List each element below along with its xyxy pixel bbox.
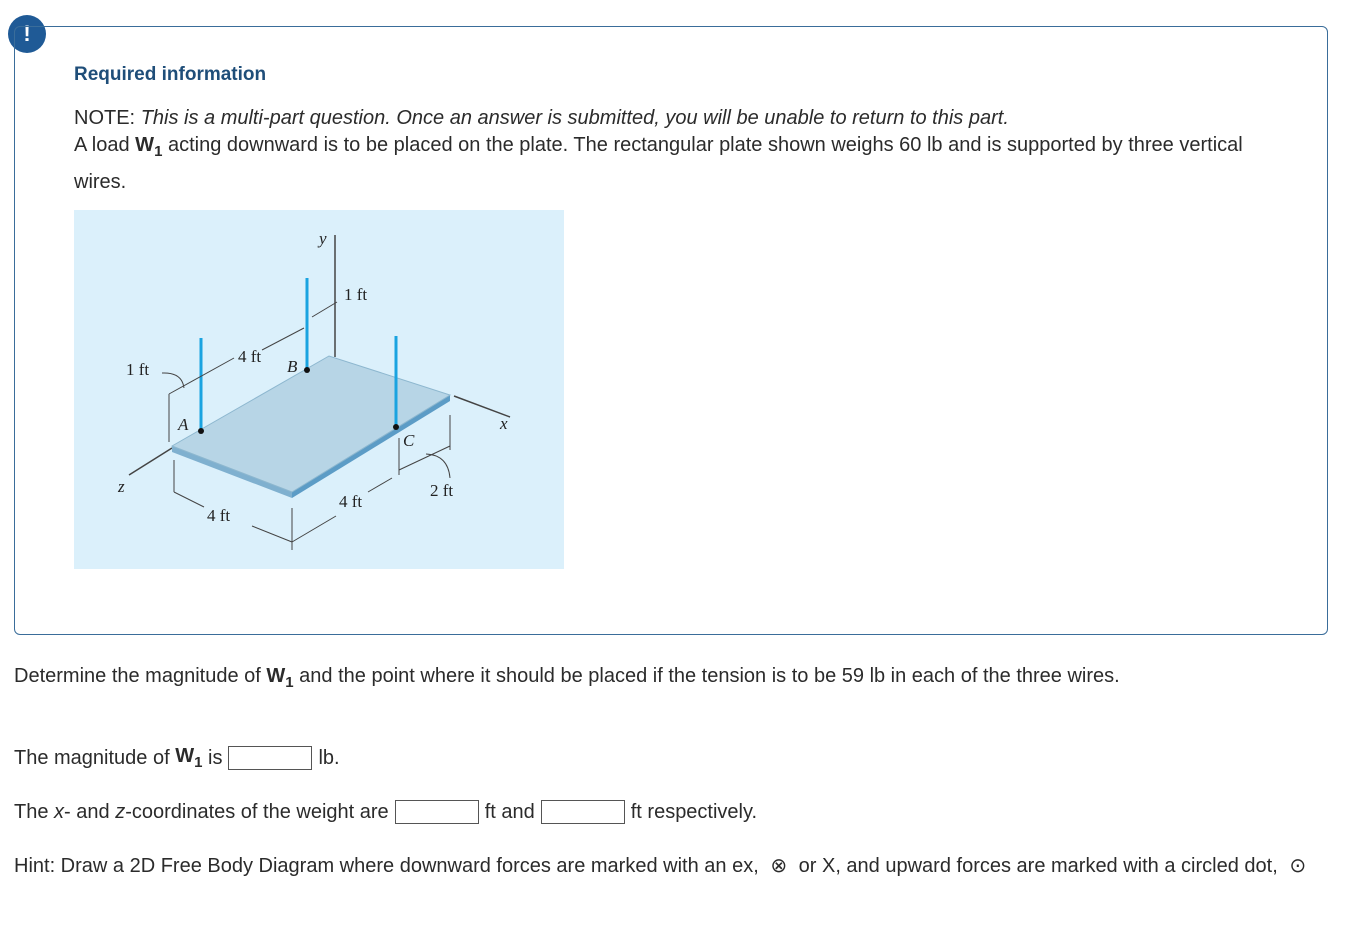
magnitude-unit: lb. [318, 746, 340, 769]
note-body: This is a multi-part question. Once an answer is submitted, you will be unable to return to this part. [140, 107, 1009, 129]
hint-text [14, 853, 1334, 880]
problem-suffix: acting downward is to be placed on the plate. The rectangular plate shown weighs 60 lb and is supported by three vertical wires. [74, 134, 1243, 193]
label-b: B [287, 357, 298, 376]
note-text [74, 104, 1274, 132]
label-4ft-bottom-mid: 4 ft [339, 492, 363, 511]
magnitude-var: W [175, 745, 195, 767]
dim-bottom-right [368, 478, 392, 492]
problem-statement [74, 130, 1274, 198]
problem-var: W [135, 134, 155, 156]
coords-x-label: x [54, 800, 65, 823]
label-x: x [500, 414, 508, 433]
plate-figure [74, 210, 564, 569]
label-1ft-left: 1 ft [126, 360, 150, 379]
label-4ft-bottom-left: 4 ft [207, 506, 231, 525]
x-coordinate-input[interactable] [395, 800, 479, 824]
problem-sub: 1 [154, 143, 163, 160]
z-coordinate-input[interactable] [541, 800, 625, 824]
label-a: A [178, 415, 189, 434]
label-4ft-top: 4 ft [238, 347, 262, 366]
coords-and: - and [64, 800, 110, 823]
circled-dot-icon: ⊙ [1289, 855, 1307, 877]
plate-diagram [74, 210, 564, 569]
magnitude-sub: 1 [194, 754, 203, 771]
coords-the: The [14, 800, 49, 823]
required-info-title: Required information [74, 64, 267, 85]
dim-bottom-left [174, 492, 204, 507]
coordinates-row [14, 800, 757, 824]
dim-bottom-mid-left [252, 526, 292, 542]
dim-bottom-mid-right [292, 516, 336, 542]
question-suffix: and the point where it should be placed if the tension is to be 59 lb in each of the three wires. [299, 665, 1120, 687]
coords-mid: -coordinates of the weight are [125, 800, 389, 823]
circled-x-icon: ⊗ [770, 855, 788, 877]
label-z: z [118, 477, 125, 496]
point-b [304, 367, 310, 373]
label-c: C [403, 431, 415, 450]
question-var: W [266, 665, 286, 687]
hint-part1: Hint: Draw a 2D Free Body Diagram where downward forces are marked with an ex, [14, 855, 759, 877]
alert-icon: ! [8, 15, 46, 53]
z-unit: ft respectively. [630, 800, 758, 823]
dim-1ft-top [312, 302, 337, 317]
note-label: NOTE: [74, 107, 136, 129]
label-2ft: 2 ft [430, 481, 454, 500]
point-c [393, 424, 399, 430]
magnitude-input[interactable] [228, 746, 312, 770]
question-sub: 1 [285, 674, 294, 691]
magnitude-is: is [208, 746, 223, 769]
dim-top-right [262, 328, 304, 350]
point-a [198, 428, 204, 434]
z-axis [129, 448, 172, 475]
question-prefix: Determine the magnitude of [14, 665, 261, 687]
hint-part2: or X, and upward forces are marked with a circled dot, [798, 855, 1278, 877]
question-text [14, 665, 1120, 691]
label-y: y [319, 229, 327, 248]
arc-2ft [426, 454, 450, 478]
problem-prefix: A load [74, 134, 130, 156]
arc-1ft-left [162, 373, 184, 388]
coords-z-label: z [115, 800, 126, 823]
magnitude-row [14, 745, 340, 771]
label-1ft-top: 1 ft [344, 285, 368, 304]
magnitude-prefix: The magnitude of [14, 746, 170, 769]
x-unit: ft and [484, 800, 535, 823]
